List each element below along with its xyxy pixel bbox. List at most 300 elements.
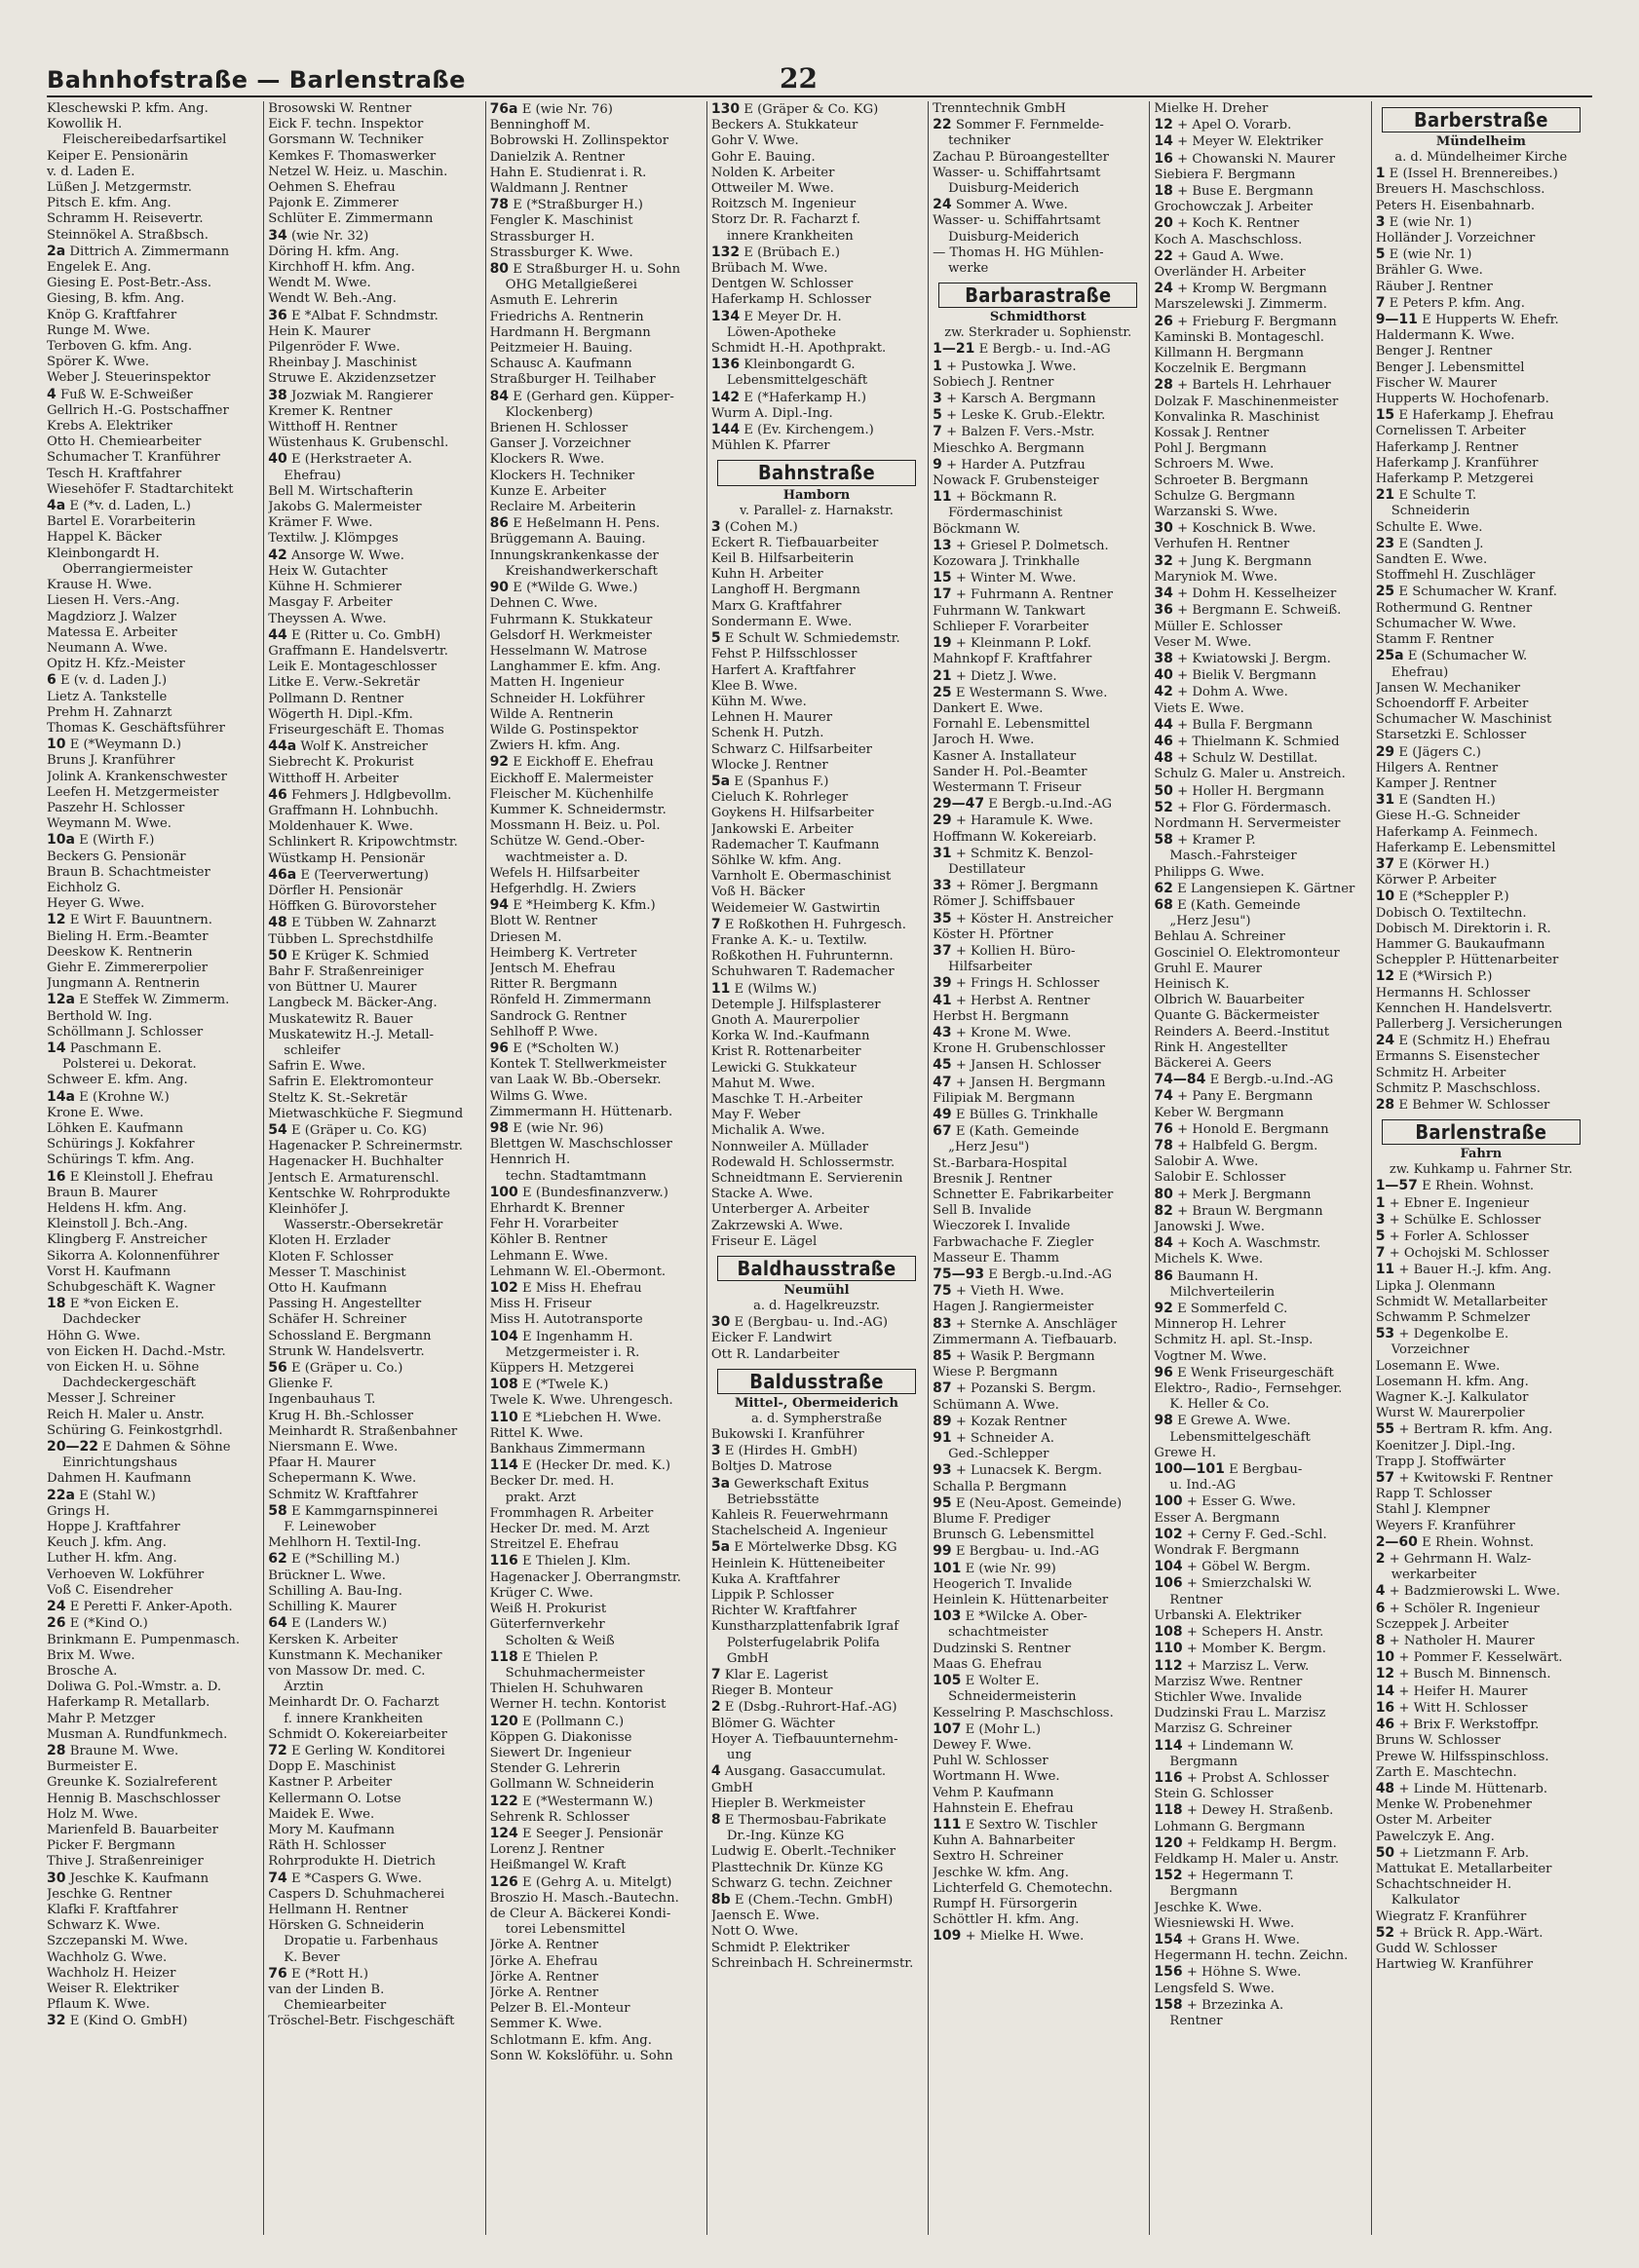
directory-entry (490, 628, 701, 644)
directory-entry (1154, 734, 1364, 750)
house-number: 100 (1154, 1493, 1183, 1510)
directory-entry (1376, 1081, 1586, 1097)
entry-text: Stoffmehl H. Zuschläger (1375, 568, 1536, 584)
entry-text: Wüstkamp H. Pensionär (268, 850, 425, 866)
entry-text: Miss H. Friseur (489, 1297, 591, 1312)
entry-text: Sextro H. Schreiner (933, 1849, 1063, 1865)
directory-entry (268, 1344, 478, 1360)
house-number: 76a (489, 101, 518, 117)
entry-text: Straßburger H. Teilhaber (489, 372, 656, 388)
entry-text: Wilde A. Rentnerin (489, 706, 614, 722)
house-number: 99 (933, 1543, 952, 1560)
directory-entry (711, 1619, 922, 1635)
directory-entry (711, 981, 922, 998)
directory-entry (1154, 133, 1364, 150)
directory-entry (1154, 816, 1364, 832)
house-number: 42 (1154, 684, 1173, 700)
entry-text: E (Schmitz H.) Ehefrau (1398, 1034, 1550, 1049)
house-number: 32 (1154, 552, 1173, 569)
entry-text: + Pustowka J. Wwe. (946, 359, 1077, 374)
entry-text: Zarth E. Maschtechn. (1375, 1764, 1517, 1780)
directory-entry (490, 325, 701, 341)
directory-entry (711, 166, 922, 181)
directory-entry (47, 816, 257, 832)
directory-entry (711, 1029, 922, 1044)
entry-text: „Herz Jesu") (948, 1140, 1030, 1155)
directory-entry (1154, 505, 1364, 520)
entry-text: + Schulz W. Destillat. (1177, 751, 1318, 767)
entry-text: Trapp J. Stoffwärter (1375, 1454, 1506, 1469)
directory-entry (711, 838, 922, 853)
house-number: 5 (1375, 1228, 1386, 1244)
entry-text: Schalla P. Bergmann (933, 1479, 1067, 1494)
entry-text: Schürings J. Kokfahrer (47, 1137, 195, 1153)
directory-entry (490, 1874, 701, 1891)
entry-text: werkarbeiter (1391, 1568, 1477, 1583)
directory-entry (933, 1251, 1143, 1266)
entry-text: Weymann M. Wwe. (47, 816, 172, 832)
directory-entry (47, 403, 257, 419)
entry-text: E Roßkothen H. Fuhrgesch. (724, 917, 906, 932)
entry-text: E (Teerverwertung) (300, 867, 429, 883)
house-number: 28 (1375, 1096, 1395, 1113)
entry-text: Körwer P. Arbeiter (1375, 873, 1497, 888)
directory-entry (268, 531, 478, 547)
entry-text: E (*Wirsich P.) (1398, 969, 1493, 985)
entry-text: Maschke T. H.-Arbeiter (710, 1091, 862, 1107)
entry-text: + Braun W. Bergmann (1177, 1203, 1323, 1219)
directory-entry (490, 166, 701, 181)
directory-entry (711, 1732, 922, 1748)
entry-text: Wendt M. Wwe. (268, 276, 371, 291)
directory-entry (268, 867, 478, 884)
directory-entry (47, 1280, 257, 1296)
entry-text: + Römer J. Bergmann (955, 879, 1098, 894)
house-number: 126 (489, 1873, 518, 1890)
directory-entry (47, 355, 257, 370)
directory-entry (933, 1689, 1143, 1705)
entry-text: Hagenacker J. Oberrangmstr. (489, 1569, 681, 1585)
house-number: 38 (1154, 650, 1173, 666)
directory-entry (47, 1360, 257, 1376)
entry-text: Siebiera F. Bergmann (1154, 167, 1296, 182)
entry-text: Nonnweiler A. Müllader (710, 1139, 868, 1154)
entry-text: Schmidt P. Elektriker (710, 1940, 850, 1955)
district-label: Mündelheim (1435, 134, 1526, 150)
house-number: 22 (1154, 247, 1173, 264)
house-number: 10 (47, 737, 66, 753)
entry-text: Lohmann G. Bergmann (1154, 1819, 1306, 1834)
entry-text: Matessa E. Arbeiter (47, 624, 177, 640)
house-number: 50 (1375, 1844, 1395, 1861)
directory-entry (47, 435, 257, 450)
directory-entry (268, 324, 478, 340)
directory-entry (268, 644, 478, 660)
entry-text: Prehm H. Zahnarzt (47, 704, 172, 720)
entry-text: Muskatewitz H.-J. Metall- (268, 1027, 435, 1042)
directory-entry (490, 357, 701, 372)
directory-entry (47, 945, 257, 961)
directory-entry (490, 1617, 701, 1633)
entry-text: Dörfler H. Pensionär (268, 883, 403, 898)
entry-text: Wasserstr.-Obersekretär (284, 1218, 443, 1233)
entry-text: Schilling A. Bau-Ing. (268, 1583, 402, 1599)
directory-entry (933, 1348, 1143, 1365)
entry-text: von Massow Dr. med. C. (268, 1663, 426, 1679)
entry-text: Friseurgeschäft E. Thomas (268, 722, 444, 737)
entry-text: Polsterfugelabrik Polifa (726, 1635, 880, 1650)
directory-entry (268, 1233, 478, 1249)
entry-text: Ottweiler M. Wwe. (710, 181, 834, 197)
directory-entry (1376, 601, 1586, 617)
directory-entry (933, 1235, 1143, 1251)
house-number: 21 (1375, 487, 1395, 504)
entry-text: + Gehrmann H. Walz- (1389, 1552, 1532, 1568)
entry-text: Sondermann E. Wwe. (710, 614, 853, 629)
directory-entry (47, 850, 257, 865)
directory-entry (933, 1123, 1143, 1140)
directory-entry (1376, 1017, 1586, 1033)
entry-text: Rothermund G. Rentner (1375, 600, 1533, 616)
directory-entry (1376, 263, 1586, 279)
house-number: 32 (47, 2013, 66, 2029)
directory-entry (490, 150, 701, 166)
directory-entry (268, 1312, 478, 1328)
directory-entry (47, 2013, 257, 2029)
directory-entry (490, 692, 701, 707)
entry-text: Kleinstoll J. Bch.-Ang. (47, 1217, 188, 1232)
entry-text: + Krone M. Wwe. (955, 1025, 1072, 1040)
entry-text: E (Bergbau- u. Ind.-AG) (734, 1315, 889, 1331)
house-number: 7 (933, 424, 942, 440)
directory-entry (711, 1219, 922, 1234)
directory-entry (711, 1476, 922, 1493)
house-number: 105 (933, 1673, 962, 1689)
house-number: 26 (1154, 313, 1173, 329)
entry-text: Rodewald H. Schlossermstr. (710, 1154, 896, 1170)
directory-entry (1154, 1527, 1364, 1543)
house-number: 84 (489, 388, 510, 404)
directory-entry (268, 964, 478, 980)
directory-entry (933, 1593, 1143, 1608)
directory-entry (933, 150, 1143, 166)
house-number: 47 (933, 1074, 952, 1090)
entry-text: Rönfeld H. Zimmermann (489, 993, 652, 1008)
directory-entry (1376, 1534, 1586, 1551)
entry-text: Dudzinski Frau L. Marzisz (1154, 1706, 1326, 1721)
entry-text: Kirchhoff H. kfm. Ang. (268, 260, 415, 276)
entry-text: Schumacher T. Kranführer (47, 450, 220, 466)
entry-text: Voß C. Eisendreher (47, 1582, 173, 1598)
directory-entry (268, 1584, 478, 1600)
house-number: 37 (1375, 855, 1395, 872)
entry-text: Baumann H. (1177, 1268, 1259, 1284)
entry-text: E Sextro W. Tischler (965, 1817, 1098, 1833)
entry-text: + Honold E. Bergmann (1177, 1121, 1329, 1137)
entry-text: E Bülles G. Trinkhalle (955, 1107, 1098, 1122)
entry-text: Musman A. Rundfunkmech. (47, 1726, 228, 1742)
entry-text: E (Gräper u. Co.) (290, 1361, 403, 1377)
entry-text: + Ebner E. Ingenieur (1389, 1195, 1530, 1211)
directory-entry (1154, 117, 1364, 133)
entry-text: techn. Stadtamtmann (505, 1168, 647, 1184)
directory-entry (933, 1897, 1143, 1912)
directory-entry (711, 1347, 922, 1363)
house-number: 18 (47, 1296, 66, 1312)
entry-text: Pallerberg J. Versicherungen (1375, 1016, 1563, 1032)
house-number: 48 (1154, 750, 1173, 767)
directory-entry (1154, 1170, 1364, 1186)
directory-entry (1376, 1568, 1586, 1583)
directory-entry (711, 101, 922, 118)
street-heading: Barbarastraße (938, 283, 1137, 308)
entry-text: prakt. Arzt (505, 1490, 576, 1505)
house-number: 46 (1154, 733, 1173, 749)
entry-text: Jeschke W. kfm. Ang. (933, 1865, 1069, 1880)
entry-text: Kentschke W. Rohrprodukte (268, 1186, 451, 1201)
entry-text: Niersmann E. Wwe. (268, 1440, 399, 1455)
entry-text: + Bergmann E. Schweiß. (1177, 603, 1342, 619)
directory-entry (47, 578, 257, 593)
entry-text: Räuber J. Rentner (1375, 279, 1493, 294)
house-number: 38 (268, 387, 287, 403)
entry-text: Krüger C. Wwe. (489, 1585, 593, 1601)
entry-text: Schroers M. Wwe. (1154, 457, 1275, 472)
house-number: 109 (933, 1928, 962, 1945)
entry-text: E Sommerfeld C. (1177, 1302, 1288, 1317)
directory-entry (933, 1673, 1143, 1689)
entry-text: Hagenacker P. Schreinermstr. (268, 1139, 463, 1154)
directory-entry (1154, 993, 1364, 1008)
directory-entry (268, 1171, 478, 1187)
entry-text: + Gaud A. Wwe. (1177, 248, 1284, 264)
directory-entry (490, 500, 701, 515)
directory-entry (490, 1682, 701, 1697)
entry-text: + Harder A. Putzfrau (946, 457, 1086, 472)
house-number: 16 (1375, 1699, 1395, 1716)
house-number: 82 (1154, 1202, 1173, 1219)
directory-entry (47, 593, 257, 609)
entry-text: + Frieburg F. Bergmann (1177, 314, 1337, 329)
house-number: 12 (1375, 1666, 1395, 1682)
house-number: 29 (933, 813, 952, 829)
entry-text: Weyers F. Kranführer (1375, 1518, 1515, 1533)
entry-text: Hesselmann W. Matrose (489, 643, 648, 659)
house-number: 76 (1154, 1120, 1173, 1137)
house-number: 6 (47, 672, 57, 689)
entry-text: Schulze G. Bergmann (1154, 488, 1296, 504)
column-4 (706, 101, 928, 2235)
directory-entry (268, 1695, 478, 1711)
directory-entry (711, 1155, 922, 1171)
entry-text: Höffken G. Bürovorsteher (268, 899, 437, 915)
entry-text: E (Gerhard gen. Küpper- (513, 389, 674, 404)
entry-text: Kennchen H. Handelsvertr. (1375, 1001, 1553, 1016)
directory-entry (1154, 457, 1364, 472)
house-number: 22 (933, 117, 952, 133)
entry-text: Heldens H. kfm. Ang. (47, 1201, 187, 1217)
entry-text: Lorenz J. Rentner (489, 1842, 604, 1858)
entry-text: E (Kath. Gemeinde (1177, 897, 1301, 913)
entry-text: Ritter R. Bergmann (489, 977, 618, 993)
directory-entry (1154, 717, 1364, 734)
entry-text: E (Issel H. Brennereibes.) (1389, 167, 1558, 182)
house-number: 14 (47, 1040, 66, 1056)
directory-entry (490, 118, 701, 133)
entry-text: Jörke A. Rentner (489, 1969, 599, 1984)
directory-entry (268, 851, 478, 867)
entry-text: Einrichtungshaus (62, 1455, 177, 1471)
column-2 (263, 101, 484, 2235)
house-number: 30 (47, 1870, 66, 1886)
entry-text: E (*Wilde G. Wwe.) (513, 581, 638, 596)
entry-text: E (wie Nr. 76) (521, 102, 613, 117)
directory-entry (1154, 832, 1364, 849)
directory-entry (933, 1057, 1143, 1074)
entry-text: Blettgen W. Maschschlosser (489, 1137, 672, 1153)
directory-entry (268, 211, 478, 227)
entry-text: Lehmann E. Wwe. (489, 1248, 609, 1264)
directory-entry (47, 1504, 257, 1520)
directory-entry (1154, 767, 1364, 782)
directory-entry (933, 1075, 1143, 1091)
entry-text: Becker Dr. med. H. (489, 1474, 615, 1490)
directory-entry (47, 896, 257, 912)
entry-text: Kunstharzplattenfabrik Igraf (710, 1619, 899, 1635)
directory-entry (490, 341, 701, 357)
entry-text: Gohr E. Bauing. (710, 149, 816, 165)
directory-entry (47, 1376, 257, 1391)
entry-text: E *Heimberg K. Kfm.) (513, 898, 656, 914)
house-number: 67 (933, 1123, 952, 1140)
directory-entry (711, 1812, 922, 1829)
house-number: 5a (710, 1539, 731, 1556)
entry-text: Jolink A. Krankenschwester (47, 769, 227, 784)
entry-text: Klockenberg) (505, 404, 593, 420)
directory-entry (711, 790, 922, 806)
entry-text: E Bergbau- u. Ind.-AG (955, 1544, 1100, 1560)
entry-text: E (Sandten H.) (1398, 793, 1496, 809)
directory-entry (47, 1488, 257, 1504)
directory-entry (1376, 937, 1586, 953)
directory-entry (711, 964, 922, 980)
directory-entry (1154, 265, 1364, 281)
entry-text: Warzanski S. Wwe. (1154, 505, 1278, 520)
directory-entry (268, 1043, 478, 1059)
directory-entry (47, 1009, 257, 1025)
directory-entry (933, 341, 1143, 358)
entry-text: Vorzeichner (1391, 1342, 1469, 1358)
house-number: 98 (1154, 1413, 1173, 1429)
entry-text: Philipps G. Wwe. (1154, 864, 1265, 880)
entry-text: Frommhagen R. Arbeiter (489, 1505, 654, 1521)
house-number: 3 (1375, 213, 1386, 230)
directory-entry (47, 1025, 257, 1040)
directory-entry (933, 424, 1143, 440)
entry-text: E Dahmen & Söhne (102, 1440, 231, 1455)
entry-text: Wögerth H. Dipl.-Kfm. (268, 706, 413, 722)
entry-text: Höhn G. Wwe. (47, 1328, 140, 1343)
house-number: 6 (1375, 1600, 1386, 1616)
directory-entry (933, 1398, 1143, 1414)
directory-entry (490, 866, 701, 882)
street-location: a. d. Sympherstraße (750, 1412, 882, 1427)
directory-entry (711, 1924, 922, 1940)
entry-text: Schlieper F. Vorarbeiter (933, 619, 1089, 634)
house-number: 11 (710, 980, 731, 997)
directory-entry (268, 1998, 478, 2014)
entry-text: Jörke A. Rentner (489, 1938, 599, 1953)
entry-text: Waldmann J. Rentner (489, 181, 628, 197)
house-number: 10 (1375, 888, 1395, 905)
entry-text: Haferkamp P. Metzgerei (1375, 472, 1534, 487)
directory-entry (1154, 314, 1364, 330)
directory-entry (711, 1892, 922, 1909)
house-number: 11 (933, 489, 952, 506)
directory-entry (268, 1139, 478, 1154)
directory-entry (47, 1775, 257, 1791)
directory-entry (1376, 312, 1586, 328)
directory-entry (933, 166, 1143, 181)
directory-entry (1376, 986, 1586, 1002)
directory-entry (1376, 1893, 1586, 1909)
entry-text: E Seeger J. Pensionär (522, 1826, 664, 1841)
entry-text: Rentner (1169, 1592, 1223, 1607)
directory-entry (268, 1377, 478, 1392)
directory-entry (490, 772, 701, 787)
directory-entry (490, 1938, 701, 1953)
directory-entry (711, 1717, 922, 1732)
entry-text: Schlotmann E. kfm. Ang. (489, 2032, 652, 2048)
directory-entry (47, 690, 257, 705)
entry-text: E Mörtelwerke Dbsg. KG (734, 1540, 897, 1556)
house-number: 22a (47, 1487, 75, 1503)
directory-entry (1376, 1406, 1586, 1421)
directory-entry (47, 1520, 257, 1535)
entry-text: Sell B. Invalide (933, 1203, 1032, 1219)
directory-entry (47, 1073, 257, 1088)
directory-entry (1376, 1295, 1586, 1310)
entry-text: Hoyer A. Tiefbauunternehm- (710, 1731, 898, 1747)
entry-text: Hahnstein E. Ehefrau (933, 1800, 1074, 1816)
directory-entry (1376, 1601, 1586, 1617)
directory-entry (933, 668, 1143, 685)
entry-text: + Göbel W. Bergm. (1186, 1560, 1311, 1575)
directory-entry (490, 405, 701, 421)
entry-text: Janowski J. Wwe. (1154, 1220, 1265, 1235)
entry-text: Gnoth A. Maurerpolier (710, 1012, 859, 1028)
column-6 (1149, 101, 1370, 2235)
entry-text: Dentgen W. Schlosser (710, 277, 854, 292)
house-number: 14 (1154, 133, 1173, 150)
entry-text: E (Kind O. GmbH) (69, 2014, 188, 2029)
house-number: 102 (1154, 1526, 1183, 1542)
entry-text: Kamper J. Rentner (1375, 775, 1497, 791)
directory-entry (1154, 101, 1364, 117)
directory-entry (268, 738, 478, 755)
entry-text: E *Caspers G. Wwe. (290, 1871, 422, 1886)
entry-text: Rohrprodukte H. Dietrich (268, 1854, 437, 1870)
entry-text: Jeschke K. Kaufmann (69, 1871, 210, 1886)
directory-entry (268, 1727, 478, 1743)
directory-entry (711, 1508, 922, 1524)
directory-entry (1376, 1683, 1586, 1700)
entry-text: E Miss H. Ehefrau (522, 1281, 642, 1297)
directory-entry (268, 291, 478, 307)
house-number: 78 (1154, 1138, 1173, 1153)
directory-entry (490, 1153, 701, 1168)
directory-entry (47, 1153, 257, 1168)
